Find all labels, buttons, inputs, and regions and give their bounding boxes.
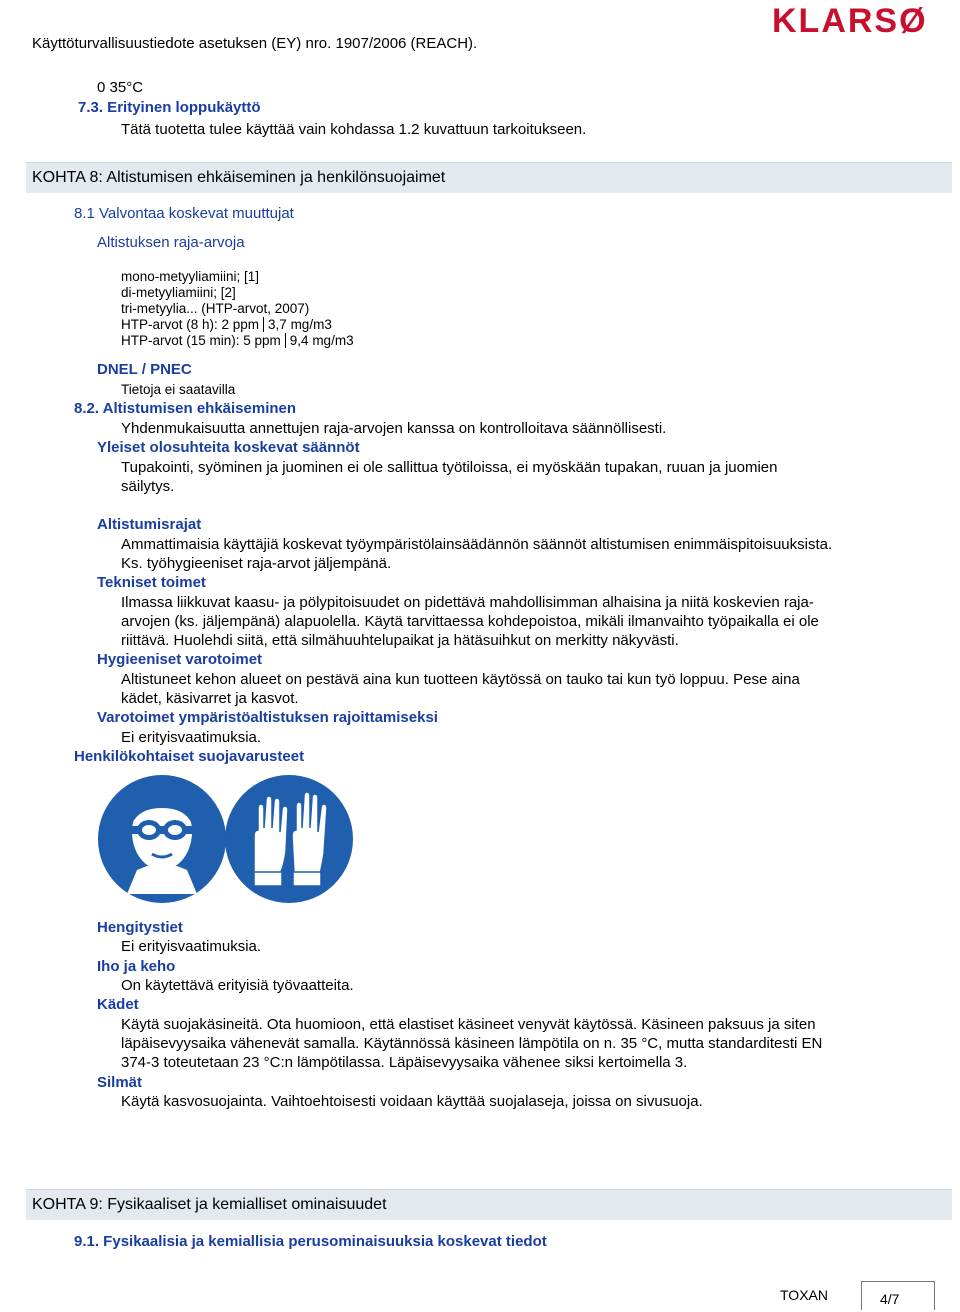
section-8-title: KOHTA 8: Altistumisen ehkäiseminen ja henkilönsuojaimet xyxy=(32,169,446,186)
htp-8h-mg: 3,7 mg/m3 xyxy=(268,317,332,332)
limits-heading: Altistuksen raja-arvoja xyxy=(97,234,245,251)
heading-7-3: 7.3. Erityinen loppukäyttö xyxy=(78,99,261,116)
hands-heading: Kädet xyxy=(97,996,139,1013)
substance-line-3: tri-metyylia... (HTP-arvot, 2007) xyxy=(121,301,310,316)
resp-text: Ei erityisvaatimuksia. xyxy=(121,938,262,955)
footer-brand: TOXAN xyxy=(780,1287,828,1303)
general-heading: Yleiset olosuhteita koskevat säännöt xyxy=(97,439,360,456)
section-9-title: KOHTA 9: Fysikaaliset ja kemialliset ominaisuudet xyxy=(32,1196,387,1213)
htp-15min xyxy=(121,333,354,348)
substance-line-1: mono-metyyliamiini; [1] xyxy=(121,269,260,284)
exposure-line-1: Ammattimaisia käyttäjiä koskevat työympäristölainsäädännön säännöt altistumisen enimmäispitoisuuksista. xyxy=(121,536,833,553)
tech-line-2: arvojen (ks. jäljempänä) alapuolella. Käytä tarvittaessa kohdepoistoa, mikäli ilmanvaihto työpaikalla ei ole xyxy=(121,613,819,630)
hygiene-heading: Hygieeniset varotoimet xyxy=(97,651,263,668)
heading-8-2: 8.2. Altistumisen ehkäiseminen xyxy=(74,400,297,417)
section-8-header xyxy=(26,162,952,193)
tech-heading: Tekniset toimet xyxy=(97,574,206,591)
heading-8-1: 8.1 Valvontaa koskevat muuttujat xyxy=(74,205,294,222)
svg-text:KLARSØ: KLARSØ xyxy=(772,2,928,38)
hands-line-1: Käytä suojakäsineitä. Ota huomioon, että elastiset käsineet venyvät käytössä. Käsineen paksuus ja siten xyxy=(121,1016,816,1033)
klarso-logo xyxy=(772,2,942,43)
page-number-box xyxy=(861,1281,935,1310)
substance-line-2: di-metyyliamiini; [2] xyxy=(121,285,236,300)
document-title: Käyttöturvallisuustiedote asetuksen (EY) nro. 1907/2006 (REACH). xyxy=(32,35,478,52)
tech-line-1: Ilmassa liikkuvat kaasu- ja pölypitoisuudet on pidettävä mahdollisimman alhaisina ja niitä koskevien raja- xyxy=(121,594,814,611)
general-line-1: Tupakointi, syöminen ja juominen ei ole sallittua työtiloissa, ei myöskään tupakan, ruuan ja juomien xyxy=(121,459,778,476)
resp-heading: Hengitystiet xyxy=(97,919,183,936)
face-shield-pictogram-icon xyxy=(97,774,227,904)
env-heading: Varotoimet ympäristöaltistuksen rajoittamiseksi xyxy=(97,709,438,726)
env-text: Ei erityisvaatimuksia. xyxy=(121,729,262,746)
page-number: 4/7 xyxy=(880,1291,900,1307)
text-7-3: Tätä tuotetta tulee käyttää vain kohdassa 1.2 kuvattuun tarkoitukseen. xyxy=(121,121,587,138)
hands-line-3: 374-3 toteutetaan 23 °C:n lämpötilassa. Läpäisevyysaika vähenee siksi kertoimella 3. xyxy=(121,1054,688,1071)
eyes-text: Käytä kasvosuojainta. Vaihtoehtoisesti voidaan käyttää suojalaseja, joissa on sivusuoja. xyxy=(121,1093,703,1110)
skin-text: On käytettävä erityisiä työvaatteita. xyxy=(121,977,354,994)
gloves-pictogram-icon xyxy=(224,774,354,904)
htp-8h xyxy=(121,317,332,332)
htp-8h-ppm: HTP-arvot (8 h): 2 ppm xyxy=(121,317,260,332)
dnel-heading: DNEL / PNEC xyxy=(97,361,192,378)
eyes-heading: Silmät xyxy=(97,1074,143,1091)
hands-line-2: läpäisevyysaika vähenevät samalla. Käytännössä käsineen lämpötila on n. 35 °C, mutta standarditesti EN xyxy=(121,1035,823,1052)
hygiene-line-1: Altistuneet kehon alueet on pestävä aina kun tuotteen käytössä on tauko tai kun työ loppuu. Pese aina xyxy=(121,671,800,688)
general-line-2: säilytys. xyxy=(121,478,175,495)
ppe-heading: Henkilökohtaiset suojavarusteet xyxy=(74,748,305,765)
dnel-text: Tietoja ei saatavilla xyxy=(121,382,236,397)
hygiene-line-2: kädet, käsivarret ja kasvot. xyxy=(121,690,299,707)
tech-line-3: riittävä. Huolehdi siitä, että silmähuuhtelupaikat ja hätäsuihkut on merkitty näkyvästi. xyxy=(121,632,679,649)
htp-15min-ppm: HTP-arvot (15 min): 5 ppm xyxy=(121,333,281,348)
htp-15min-mg: 9,4 mg/m3 xyxy=(289,333,354,348)
section-9-header xyxy=(26,1189,952,1220)
skin-heading: Iho ja keho xyxy=(97,958,176,975)
exposure-heading: Altistumisrajat xyxy=(97,516,202,533)
heading-9-1: 9.1. Fysikaalisia ja kemiallisia perusominaisuuksia koskevat tiedot xyxy=(74,1233,547,1250)
exposure-line-2: Ks. työhygieeniset raja-arvot jäljempänä. xyxy=(121,555,392,572)
storage-temperature: 0 35°C xyxy=(97,79,144,96)
text-8-2: Yhdenmukaisuutta annettujen raja-arvojen kanssa on kontrolloitava säännöllisesti. xyxy=(121,420,667,437)
